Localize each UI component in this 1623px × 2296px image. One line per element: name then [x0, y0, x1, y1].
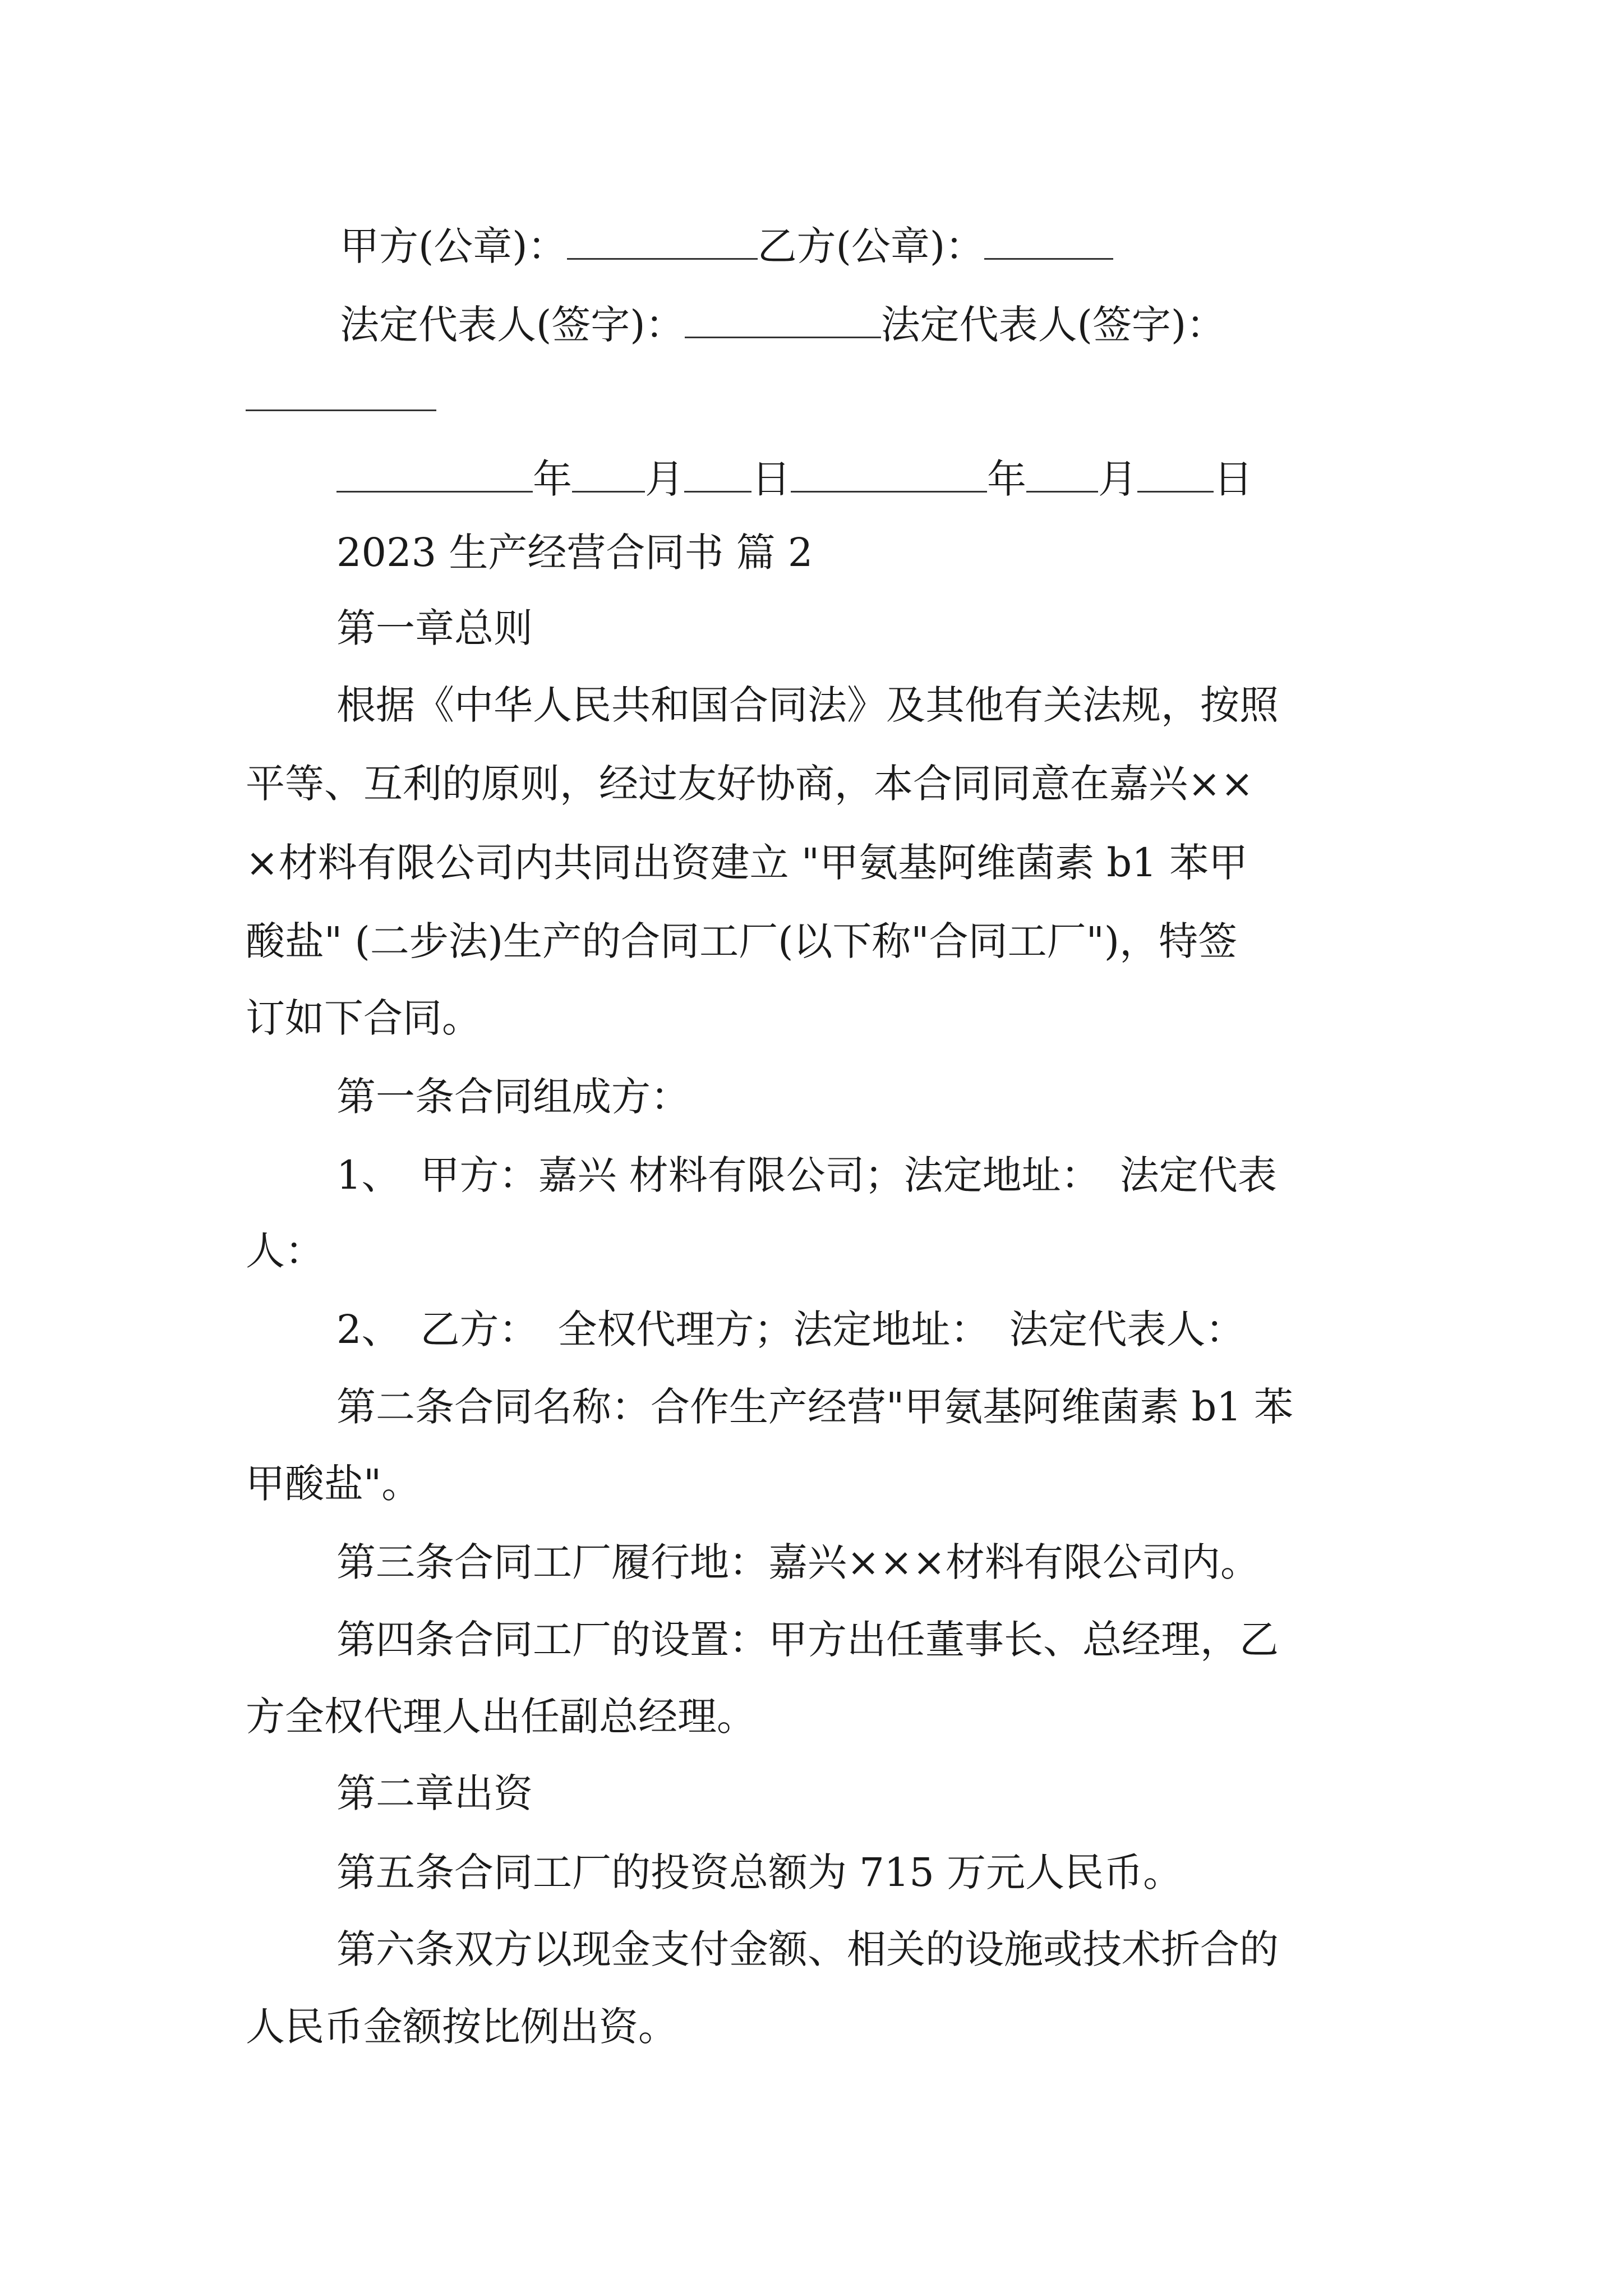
date-line: [336, 452, 1253, 504]
article-1: 第一条合同组成方：: [336, 1074, 690, 1120]
party-1-line-2: 人：: [246, 1228, 324, 1274]
article-4-line-2: 方全权代理人出任副总经理。: [246, 1694, 756, 1740]
document-title: 2023 生产经营合同书 篇 2: [336, 530, 813, 576]
month-a-blank: [572, 452, 645, 493]
article-2-line-2: 甲酸盐"。: [246, 1461, 421, 1507]
article-6-line-1: 第六条双方以现金支付金额、相关的设施或技术折合的: [336, 1926, 1279, 1972]
rep-b-label: 法定代表人(签字)：: [880, 302, 1226, 348]
year-a-label: 年: [533, 456, 572, 502]
intro-line-2: 平等、互利的原则，经过友好协商，本合同同意在嘉兴××: [246, 761, 1254, 807]
year-b-label: 年: [987, 456, 1026, 502]
intro-line-5: 订如下合同。: [246, 995, 481, 1041]
chapter-1-heading: 第一章总则: [336, 605, 533, 651]
party-a-seal-label: 甲方(公章)：: [340, 223, 567, 269]
rep-line: [340, 297, 1225, 350]
day-b-blank: [1137, 452, 1214, 493]
year-a-blank: [336, 452, 533, 493]
party-b-seal-blank: [984, 219, 1113, 260]
chapter-2-heading: 第二章出资: [336, 1770, 533, 1816]
article-5: 第五条合同工厂的投资总额为 715 万元人民币。: [336, 1849, 1183, 1895]
article-3: 第三条合同工厂履行地：嘉兴×××材料有限公司内。: [336, 1539, 1260, 1585]
day-a-blank: [684, 452, 751, 493]
day-a-label: 日: [751, 456, 791, 502]
day-b-label: 日: [1214, 456, 1253, 502]
rep-b-blank: [246, 370, 436, 411]
month-b-blank: [1026, 452, 1098, 493]
rep-a-blank: [685, 297, 881, 338]
seal-line: [340, 219, 1113, 272]
month-a-label: 月: [645, 456, 684, 502]
intro-line-3: ×材料有限公司内共同出资建立 "甲氨基阿维菌素 b1 苯甲: [246, 840, 1248, 886]
rep-b-line: [246, 370, 436, 423]
month-b-label: 月: [1098, 456, 1137, 502]
year-b-blank: [791, 452, 987, 493]
rep-a-label: 法定代表人(签字)：: [340, 302, 685, 348]
party-b-seal-label: 乙方(公章)：: [757, 223, 985, 269]
intro-line-4: 酸盐" (二步法)生产的合同工厂(以下称"合同工厂")，特签: [246, 918, 1238, 964]
article-4-line-1: 第四条合同工厂的设置：甲方出任董事长、总经理，乙: [336, 1617, 1279, 1663]
party-1-line-1: 1、 甲方：嘉兴 材料有限公司；法定地址： 法定代表: [336, 1152, 1277, 1198]
party-2: 2、 乙方： 全权代理方；法定地址： 法定代表人：: [336, 1306, 1245, 1352]
party-a-seal-blank: [567, 219, 758, 260]
intro-line-1: 根据《中华人民共和国合同法》及其他有关法规，按照: [336, 682, 1279, 728]
article-2-line-1: 第二条合同名称：合作生产经营"甲氨基阿维菌素 b1 苯: [336, 1384, 1294, 1430]
article-6-line-2: 人民币金额按比例出资。: [246, 2004, 677, 2050]
